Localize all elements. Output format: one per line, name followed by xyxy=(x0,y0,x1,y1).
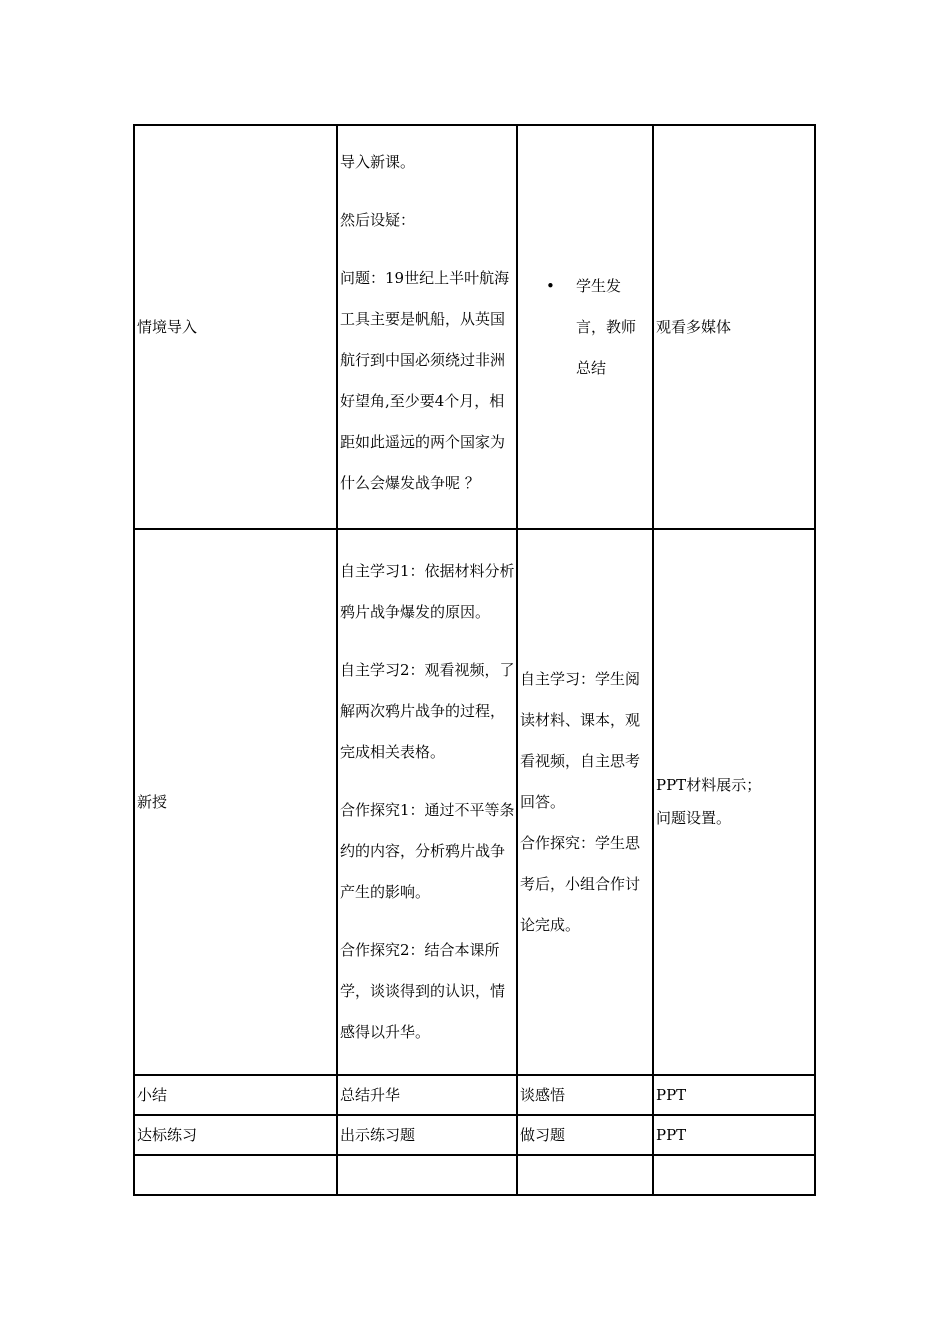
teacher-paragraph: 合作探究1：通过不平等条约的内容，分析鸦片战争产生的影响。 xyxy=(340,801,515,901)
stage-cell xyxy=(134,1075,337,1115)
student-paragraph: 合作探究：学生思考后，小组合作讨论完成。 xyxy=(520,833,641,934)
media-line: PPT材料展示； xyxy=(656,776,762,794)
teacher-paragraph: 然后设疑： xyxy=(340,211,416,229)
student-activity-cell xyxy=(517,125,653,529)
media-line: 问题设置。 xyxy=(656,809,732,827)
lesson-plan-table xyxy=(133,124,816,1196)
bullet-icon: • xyxy=(546,276,555,295)
teacher-activity-cell xyxy=(337,1115,517,1155)
teacher-paragraph: 导入新课。 xyxy=(340,153,416,171)
teacher-paragraph: 自主学习2：观看视频，了解两次鸦片战争的过程，完成相关表格。 xyxy=(340,661,515,761)
teacher-activity-cell xyxy=(337,529,517,1075)
stage-cell xyxy=(134,125,337,529)
student-line: 言，教师 xyxy=(576,317,637,336)
media-label: PPT xyxy=(656,1125,687,1144)
student-activity-cell xyxy=(517,1115,653,1155)
student-line: 总结 xyxy=(576,358,607,377)
media-cell xyxy=(653,1155,815,1195)
teacher-paragraph: 自主学习1：依据材料分析鸦片战争爆发的原因。 xyxy=(340,562,515,621)
student-activity-cell xyxy=(517,1075,653,1115)
media-cell xyxy=(653,1115,815,1155)
media-cell xyxy=(653,1075,815,1115)
student-activity-cell xyxy=(517,1155,653,1195)
media-label: PPT xyxy=(656,1085,687,1104)
student-text: 谈感悟 xyxy=(520,1085,566,1104)
teacher-activity-cell xyxy=(337,125,517,529)
table-row xyxy=(134,1115,815,1155)
student-paragraph: 自主学习：学生阅读材料、课本，观看视频，自主思考回答。 xyxy=(520,669,641,811)
teacher-activity-cell xyxy=(337,1155,517,1195)
stage-label: 达标练习 xyxy=(137,1125,198,1144)
stage-cell xyxy=(134,529,337,1075)
stage-label: 情境导入 xyxy=(137,317,198,336)
student-bullet-item xyxy=(520,266,652,389)
stage-label: 小结 xyxy=(137,1085,168,1104)
media-cell xyxy=(653,125,815,529)
stage-cell xyxy=(134,1155,337,1195)
media-label: 观看多媒体 xyxy=(656,317,732,336)
teacher-activity-cell xyxy=(337,1075,517,1115)
table-row xyxy=(134,125,815,529)
stage-cell xyxy=(134,1115,337,1155)
table-row xyxy=(134,1155,815,1195)
student-line: 学生发 xyxy=(576,276,622,295)
table-row xyxy=(134,529,815,1075)
teacher-text: 出示练习题 xyxy=(340,1125,416,1144)
teacher-paragraph: 合作探究2：结合本课所学，谈谈得到的认识，情感得以升华。 xyxy=(340,941,506,1041)
teacher-text: 总结升华 xyxy=(340,1085,401,1104)
table-row xyxy=(134,1075,815,1115)
teacher-paragraph: 问题：19世纪上半叶航海工具主要是帆船，从英国航行到中国必须绕过非洲好望角,至少要4个月，相距如此遥远的两个国家为什么会爆发战争呢 ？ xyxy=(340,269,510,492)
media-cell xyxy=(653,529,815,1075)
student-activity-cell xyxy=(517,529,653,1075)
stage-label: 新授 xyxy=(137,792,168,811)
student-text: 做习题 xyxy=(520,1125,566,1144)
